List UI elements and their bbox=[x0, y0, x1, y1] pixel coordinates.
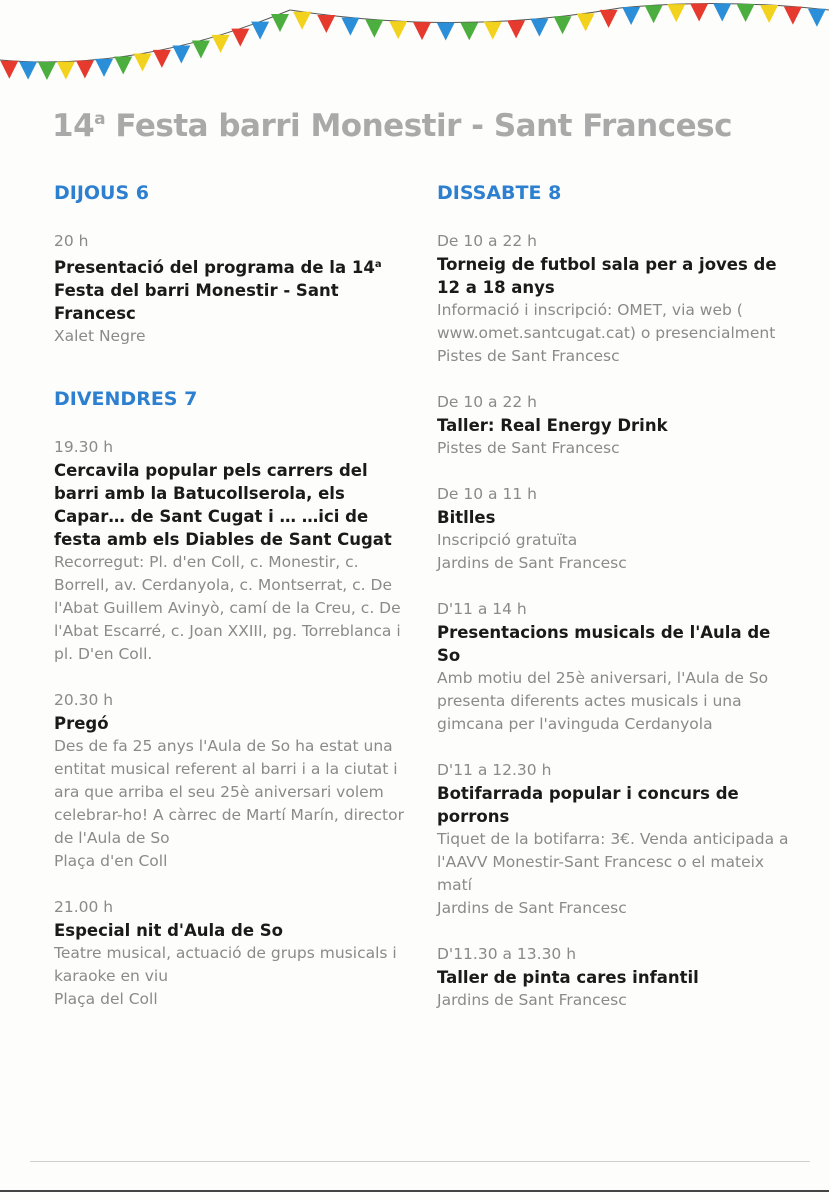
event-place: Jardins de Sant Francesc bbox=[437, 899, 627, 917]
bunting-flag bbox=[484, 22, 502, 40]
bunting-flag bbox=[413, 22, 431, 40]
bunting-flag bbox=[231, 29, 249, 47]
event-title-part: Presentació del programa de la 14 bbox=[54, 258, 375, 277]
bunting-flag bbox=[57, 62, 75, 80]
event-title: Especial nit d'Aula de So bbox=[54, 921, 283, 940]
event-time: 20 h bbox=[54, 232, 89, 250]
bunting-flag bbox=[293, 12, 311, 30]
bunting-flag bbox=[19, 62, 37, 80]
event-time: 21.00 h bbox=[54, 898, 114, 916]
bunting-flag bbox=[271, 14, 289, 32]
day-heading-thursday: DIJOUS 6 bbox=[54, 182, 150, 204]
event-bitlles bbox=[437, 483, 789, 575]
bunting-flag bbox=[95, 59, 113, 77]
bunting-flag bbox=[737, 4, 755, 22]
bunting-flag bbox=[153, 50, 171, 68]
bunting-flag bbox=[784, 7, 802, 25]
page-edge-line bbox=[0, 1190, 829, 1192]
bunting-flag bbox=[389, 21, 407, 39]
bunting-flag bbox=[600, 10, 618, 28]
bunting-flag bbox=[341, 18, 359, 36]
bunting-flag bbox=[460, 22, 478, 40]
title-superscript: a bbox=[94, 109, 106, 129]
bunting-flag bbox=[690, 4, 708, 22]
bunting-flag bbox=[507, 20, 525, 38]
event-cercavila bbox=[54, 436, 406, 666]
bunting-flag bbox=[0, 61, 18, 79]
bunting-flag bbox=[554, 16, 572, 34]
event-place: Plaça d'en Coll bbox=[54, 852, 168, 870]
event-title: Bitlles bbox=[437, 508, 496, 527]
event-title: Torneig de futbol sala per a joves de 12 a 18 anys bbox=[437, 255, 777, 297]
bunting-flag bbox=[808, 9, 826, 27]
bunting-flag bbox=[317, 15, 335, 33]
event-title bbox=[54, 253, 406, 325]
event-description: Des de fa 25 anys l'Aula de So ha estat una entitat musical referent al barri i a la ciutat i ara que arriba el seu 25è aniversari volem celebrar-ho! A càrrec de Martí Marín, director de l'Aula de So bbox=[54, 737, 404, 847]
event-energy-drink bbox=[437, 391, 789, 460]
event-music-presentations bbox=[437, 598, 789, 736]
page-title bbox=[52, 108, 812, 144]
bunting-flag bbox=[577, 13, 595, 31]
event-description: Teatre musical, actuació de grups musicals i karaoke en viu bbox=[54, 944, 397, 985]
bunting-flag bbox=[76, 61, 94, 79]
bunting-flag bbox=[212, 35, 230, 53]
event-description: Recorregut: Pl. d'en Coll, c. Monestir, c. Borrell, av. Cerdanyola, c. Montserrat, c. De l'Abat Guillem Avinyò, camí de la Creu, c. De l'Abat Escarré, c. Joan XXIII, pg. Torreblanca i pl. D'en Coll. bbox=[54, 553, 401, 663]
event-place: Pistes de Sant Francesc bbox=[437, 439, 620, 457]
bunting-flag bbox=[192, 41, 210, 59]
event-place: Jardins de Sant Francesc bbox=[437, 991, 627, 1009]
bunting-flag bbox=[251, 22, 269, 40]
bunting-decoration bbox=[0, 0, 829, 100]
bunting-flag bbox=[114, 57, 132, 75]
event-place: Plaça del Coll bbox=[54, 990, 158, 1008]
event-place: Pistes de Sant Francesc bbox=[437, 347, 620, 365]
event-description: Amb motiu del 25è aniversari, l'Aula de So presenta diferents actes musicals i una gimcana per l'avinguda Cerdanyola bbox=[437, 669, 769, 733]
bunting-flag bbox=[437, 23, 455, 41]
event-presentation bbox=[54, 230, 406, 348]
event-title-part: Festa del barri Monestir - Sant Francesc bbox=[54, 281, 339, 323]
bunting-flag bbox=[760, 5, 778, 23]
title-text: Festa barri Monestir - Sant Francesc bbox=[105, 108, 732, 144]
event-title-superscript: a bbox=[374, 259, 382, 270]
title-number: 14 bbox=[52, 108, 95, 144]
bunting-flag bbox=[645, 5, 663, 23]
bunting-flag bbox=[134, 54, 152, 72]
event-place: Jardins de Sant Francesc bbox=[437, 554, 627, 572]
event-time: D'11 a 12.30 h bbox=[437, 761, 552, 779]
event-time: 19.30 h bbox=[54, 438, 114, 456]
event-time: D'11 a 14 h bbox=[437, 600, 527, 618]
bunting-flag bbox=[622, 7, 640, 25]
left-column bbox=[54, 180, 406, 1034]
event-botifarrada bbox=[437, 759, 789, 920]
bunting-flag bbox=[38, 62, 56, 80]
bunting-flag bbox=[365, 20, 383, 38]
right-column bbox=[437, 180, 789, 1035]
event-time: De 10 a 11 h bbox=[437, 485, 537, 503]
event-prego bbox=[54, 689, 406, 873]
footer-divider bbox=[30, 1161, 810, 1162]
event-title: Taller de pinta cares infantil bbox=[437, 968, 699, 987]
event-time: De 10 a 22 h bbox=[437, 393, 537, 411]
event-special-night bbox=[54, 896, 406, 1011]
event-place: Xalet Negre bbox=[54, 327, 146, 345]
day-heading-friday: DIVENDRES 7 bbox=[54, 388, 198, 410]
event-title: Presentacions musicals de l'Aula de So bbox=[437, 623, 771, 665]
event-description: Informació i inscripció: OMET, via web ( www.omet.santcugat.cat) o presencialment bbox=[437, 301, 776, 342]
event-description: Inscripció gratuïta bbox=[437, 531, 578, 549]
event-title: Cercavila popular pels carrers del barri amb la Batucollserola, els Capar… de Sant Cugat i … …ici de festa amb els Diables de Sant Cugat bbox=[54, 461, 392, 549]
day-heading-saturday: DISSABTE 8 bbox=[437, 182, 562, 204]
event-time: 20.30 h bbox=[54, 691, 114, 709]
event-time: D'11.30 a 13.30 h bbox=[437, 945, 577, 963]
bunting-flag bbox=[172, 46, 190, 64]
event-title: Taller: Real Energy Drink bbox=[437, 416, 668, 435]
event-futsal bbox=[437, 230, 789, 368]
bunting-flag bbox=[667, 4, 685, 22]
event-title: Pregó bbox=[54, 714, 109, 733]
bunting-flag bbox=[530, 19, 548, 37]
event-description: Tiquet de la botifarra: 3€. Venda anticipada a l'AAVV Monestir-Sant Francesc o el mateix matí bbox=[437, 830, 789, 894]
event-time: De 10 a 22 h bbox=[437, 232, 537, 250]
bunting-flag bbox=[713, 4, 731, 22]
event-face-painting bbox=[437, 943, 789, 1012]
event-title: Botifarrada popular i concurs de porrons bbox=[437, 784, 739, 826]
